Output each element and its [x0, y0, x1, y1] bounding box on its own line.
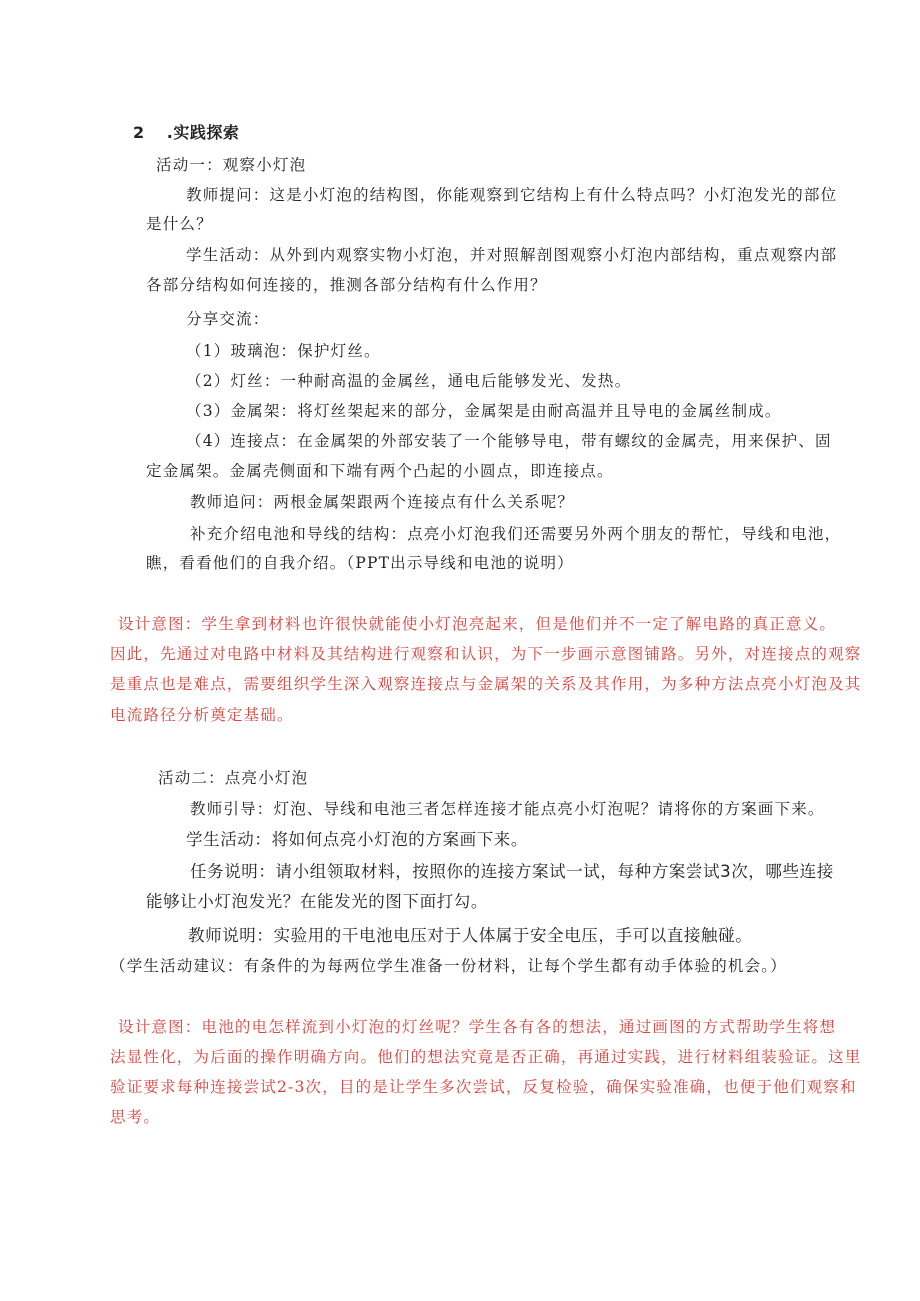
- share-item-4: （4）连接点：在金属架的外部安装了一个能够导电，带有螺纹的金属壳，用来保护、固: [186, 432, 832, 450]
- share-label: 分享交流：: [186, 310, 270, 328]
- design-intent2-line-1: 设计意图：电池的电怎样流到小灯泡的灯丝呢？学生各有各的想法，通过画图的方式帮助学生将想: [118, 1018, 837, 1036]
- design-intent1-line-3: 是重点也是难点，需要组织学生深入观察连接点与金属架的关系及其作用，为多种方法点亮小灯泡及其: [110, 675, 862, 693]
- student-activity1-line-2: 各部分结构如何连接的，推测各部分结构有什么作用？: [146, 276, 547, 294]
- section-title: .实践探索: [166, 123, 240, 142]
- teacher-note: 教师说明：实验用的干电池电压对于人体属于安全电压，手可以直接触碰。: [188, 926, 753, 945]
- design-intent1-line-4: 电流路径分析奠定基础。: [110, 706, 294, 724]
- teacher-followup: 教师追问：两根金属架跟两个连接点有什么关系呢？: [190, 493, 575, 511]
- teacher-question-line-1: 教师提问：这是小灯泡的结构图，你能观察到它结构上有什么特点吗？小灯泡发光的部位: [186, 186, 838, 204]
- design-intent2-line-2: 法显性化，为后面的操作明确方向。他们的想法究竟是否正确，再通过实践，进行材料组装验证。这里: [110, 1048, 862, 1066]
- supplement-line-1: 补充介绍电池和导线的结构：点亮小灯泡我们还需要另外两个朋友的帮忙，导线和电池，: [190, 525, 842, 543]
- section-heading: [133, 123, 239, 143]
- student-activity1-line-1: 学生活动：从外到内观察实物小灯泡，并对照解剖图观察小灯泡内部结构，重点观察内部: [186, 246, 838, 264]
- task-line-2: 能够让小灯泡发光？在能发光的图下面打勾。: [146, 892, 488, 911]
- teacher-question-line-2: 是什么？: [146, 215, 213, 233]
- share-item-1: （1）玻璃泡：保护灯丝。: [186, 342, 381, 360]
- activity-suggestion: （学生活动建议：有条件的为每两位学生准备一份材料，让每个学生都有动手体验的机会。）: [110, 957, 787, 975]
- share-item-2: （2）灯丝：一种耐高温的金属丝，通电后能够发光、发热。: [186, 372, 632, 390]
- section-number: 2: [133, 123, 145, 142]
- activity1-title: 活动一：观察小灯泡: [156, 156, 307, 174]
- supplement-line-2: 瞧，看看他们的自我介绍。（PPT出示导线和电池的说明）: [146, 554, 574, 572]
- share-item-4-cont: 定金属架。金属壳侧面和下端有两个凸起的小圆点，即连接点。: [146, 462, 614, 480]
- teacher-guide: 教师引导：灯泡、导线和电池三者怎样连接才能点亮小灯泡呢？请将你的方案画下来。: [190, 800, 825, 818]
- design-intent2-line-4: 思考。: [110, 1108, 161, 1126]
- share-item-3: （3）金属架：将灯丝架起来的部分，金属架是由耐高温并且导电的金属丝制成。: [186, 402, 782, 420]
- design-intent1-line-1: 设计意图：学生拿到材料也许很快就能使小灯泡亮起来，但是他们并不一定了解电路的真正意义。: [118, 615, 837, 633]
- task-line-1: 任务说明：请小组领取材料，按照你的连接方案试一试，每种方案尝试3次，哪些连接: [190, 862, 834, 881]
- design-intent2-line-3: 验证要求每种连接尝试2-3次，目的是让学生多次尝试，反复检验，确保实验准确，也便于他们观察和: [110, 1078, 857, 1096]
- activity2-title: 活动二：点亮小灯泡: [158, 769, 309, 787]
- student-activity2: 学生活动：将如何点亮小灯泡的方案画下来。: [186, 830, 528, 849]
- design-intent1-line-2: 因此，先通过对电路中材料及其结构进行观察和认识，为下一步画示意图铺路。另外，对连接点的观察: [110, 645, 862, 663]
